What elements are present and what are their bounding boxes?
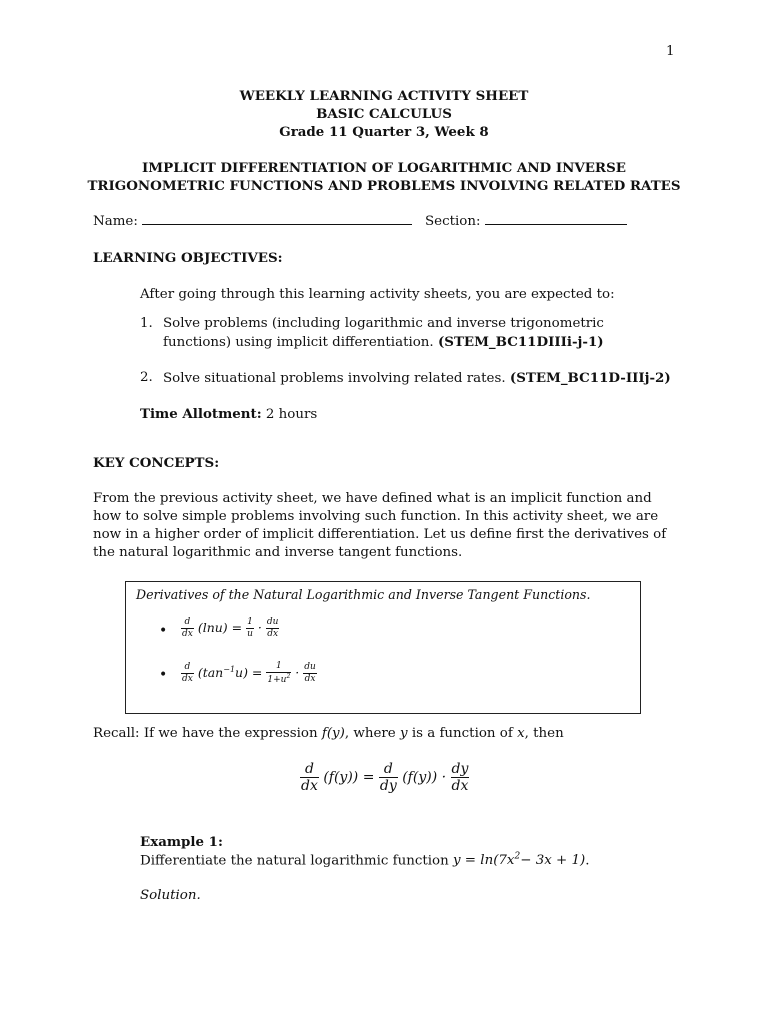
- section-blank[interactable]: [485, 224, 627, 225]
- solution-label: Solution.: [140, 888, 201, 903]
- key-concepts-line-3: now in a higher order of implicit differentiation. Let us define first the derivatives of: [93, 527, 667, 542]
- example-heading: Example 1:: [140, 834, 223, 850]
- objective-1-line-1: Solve problems (including logarithmic and inverse trigonometric: [163, 316, 604, 331]
- name-label: Name:: [93, 214, 138, 229]
- key-concepts-heading: KEY CONCEPTS:: [93, 455, 220, 471]
- box-title: Derivatives of the Natural Logarithmic and Inverse Tangent Functions.: [136, 587, 591, 602]
- name-blank[interactable]: [142, 224, 412, 225]
- chain-rule-formula: $\frac{d}{dx}$ (f(y)) = $\frac{d}{dy}$ (f(y)) · $\frac{dy}{dx}$: [301, 761, 469, 794]
- objective-2-code: (STEM_BC11D-IIIj-2): [509, 370, 671, 386]
- key-concepts-line-1: From the previous activity sheet, we have defined what is an implicit function and: [93, 491, 652, 506]
- objective-1-text: functions) using implicit differentiation.: [163, 335, 434, 350]
- bullet-1: •: [159, 623, 168, 639]
- objective-1-number: 1.: [140, 316, 153, 331]
- name-field[interactable]: [93, 214, 412, 229]
- objective-2-text: Solve situational problems involving related rates.: [163, 371, 506, 386]
- bullet-2: •: [159, 667, 168, 683]
- topic-line-1: IMPLICIT DIFFERENTIATION OF LOGARITHMIC AND INVERSE: [142, 160, 626, 176]
- formula-ln: $\frac{d}{dx}$ (lnu) = $\frac{1}{u}$ · $\frac{du}{dx}$: [182, 617, 279, 639]
- grade-quarter: Grade 11 Quarter 3, Week 8: [279, 124, 489, 140]
- key-concepts-line-4: the natural logarithmic and inverse tangent functions.: [93, 545, 463, 560]
- example-text: Differentiate the natural logarithmic function $y = \ln(7x^2- 3x + 1)$.: [140, 852, 590, 869]
- sheet-title: WEEKLY LEARNING ACTIVITY SHEET: [239, 88, 529, 104]
- recall-line: Recall: If we have the expression f(y), where y is a function of x, then: [93, 726, 564, 741]
- time-value: 2 hours: [265, 407, 318, 422]
- objective-1-line-2: [163, 334, 604, 350]
- objectives-heading: LEARNING OBJECTIVES:: [93, 250, 283, 266]
- section-field[interactable]: [425, 214, 627, 229]
- section-label: Section:: [425, 214, 481, 229]
- objective-2-number: 2.: [140, 370, 153, 385]
- objective-1-code: (STEM_BC11DIIIi-j-1): [437, 334, 604, 350]
- subject-title: BASIC CALCULUS: [316, 106, 452, 122]
- topic-line-2: TRIGONOMETRIC FUNCTIONS AND PROBLEMS INVOLVING RELATED RATES: [87, 178, 681, 194]
- key-concepts-line-2: how to solve simple problems involving such function. In this activity sheet, we are: [93, 509, 659, 524]
- derivatives-box: [125, 581, 641, 714]
- page-number: 1: [666, 44, 675, 59]
- time-label: Time Allotment:: [140, 406, 262, 422]
- time-allotment: [140, 406, 317, 422]
- objectives-intro: After going through this learning activity sheets, you are expected to:: [140, 287, 615, 302]
- formula-arctan: $\frac{d}{dx}$ $(\tan^{-1}u)$ = $\frac{1}{1+u^2}$ · $\frac{du}{dx}$: [182, 661, 316, 685]
- objective-2-line: [163, 370, 671, 386]
